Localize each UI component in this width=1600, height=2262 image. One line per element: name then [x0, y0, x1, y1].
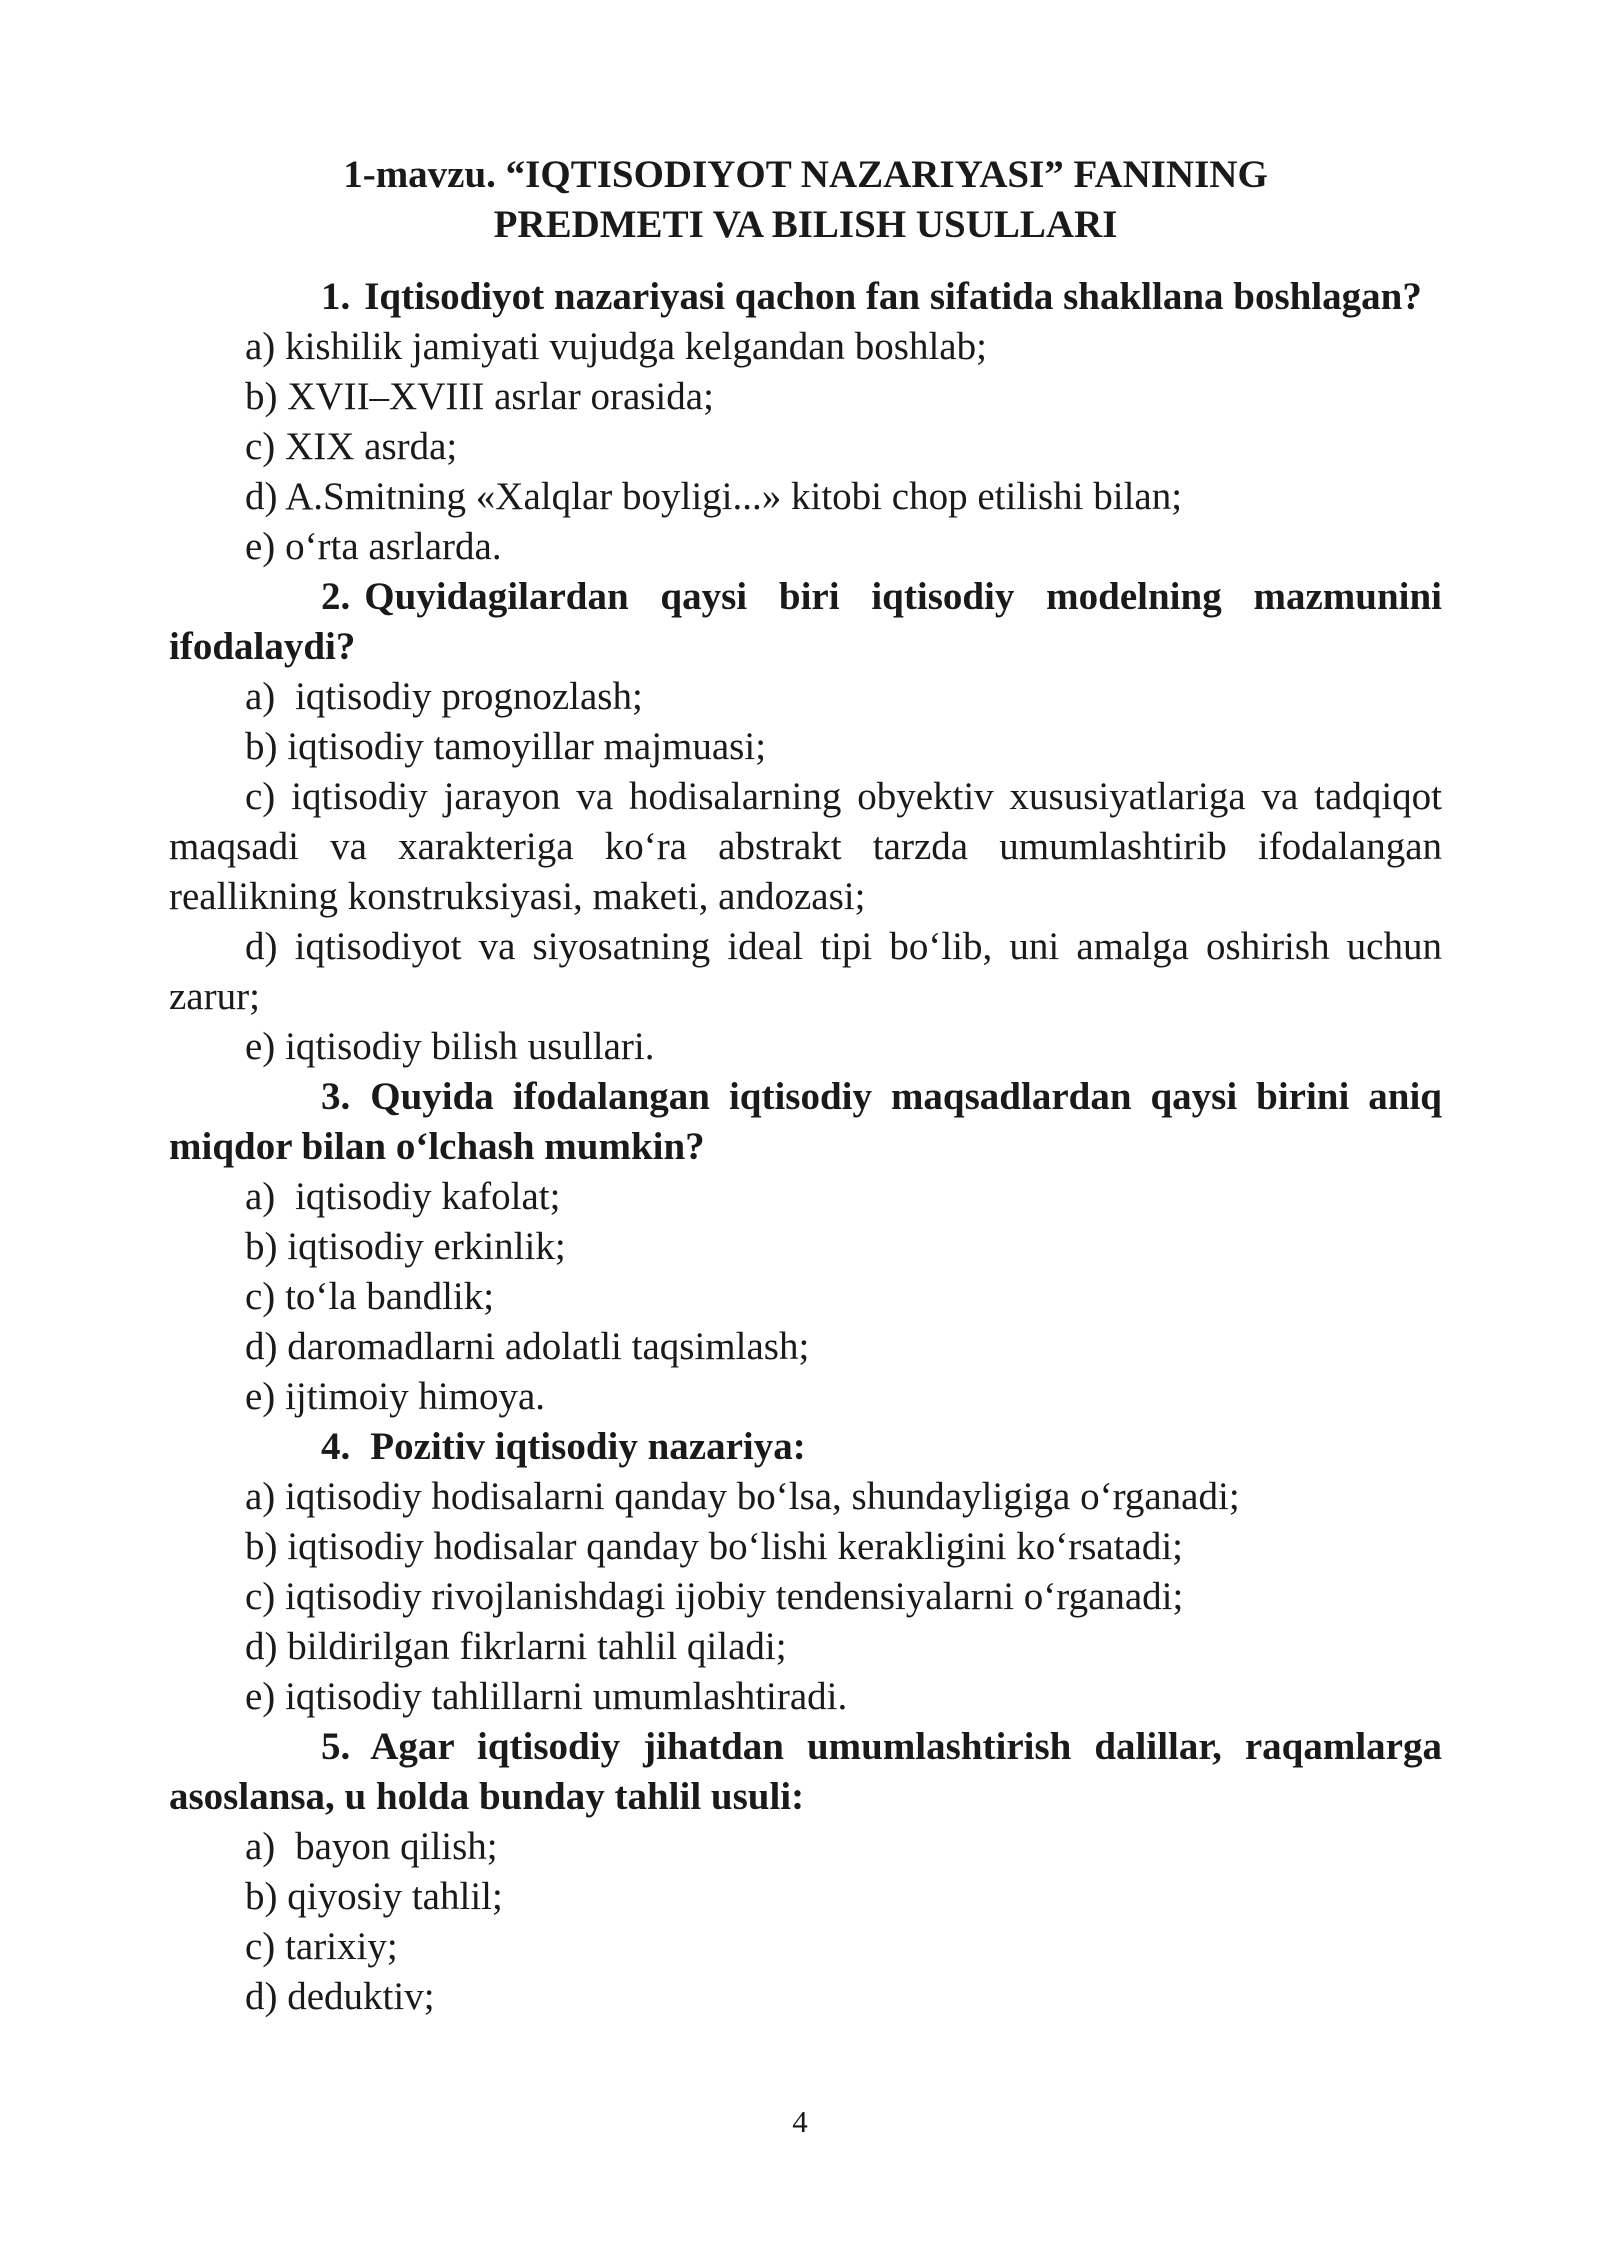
option-item: d) iqtisodiyot va siyosatning ideal tipi bo‘lib, uni amalga oshirish uchun zarur;: [169, 925, 1442, 1018]
question-1: [169, 272, 1442, 322]
option-item: c) to‘la bandlik;: [245, 1275, 495, 1318]
title-line-1: 1-mavzu. “IQTISODIYOT NAZARIYASI” FANINING: [343, 153, 1268, 196]
option-item: a) bayon qilish;: [245, 1825, 498, 1868]
question-number: 5.: [321, 1725, 351, 1768]
question-2: [169, 572, 1442, 672]
option-item: d) bildirilgan fikrlarni tahlil qiladi;: [245, 1625, 787, 1668]
option-item: d) daromadlarni adolatli taqsimlash;: [245, 1325, 810, 1368]
option-item: d) deduktiv;: [245, 1975, 435, 2018]
option-item: c) iqtisodiy rivojlanishdagi ijobiy tendensiyalarni o‘rganadi;: [245, 1575, 1184, 1618]
option-item: a) iqtisodiy prognozlash;: [245, 675, 643, 718]
question-3: [169, 1072, 1442, 1172]
question-text: Quyidagilardan qaysi biri iqtisodiy modelning mazmunini ifodalaydi?: [169, 575, 1442, 668]
title-line-2: PREDMETI VA BILISH USULLARI: [493, 203, 1118, 246]
option-item: a) iqtisodiy kafolat;: [245, 1175, 561, 1218]
option-item: e) ijtimoiy himoya.: [245, 1375, 546, 1418]
option-item: a) iqtisodiy hodisalarni qanday bo‘lsa, shundayligiga o‘rganadi;: [245, 1475, 1240, 1518]
page-title: [169, 150, 1442, 250]
option-item: a) kishilik jamiyati vujudga kelgandan boshlab;: [245, 325, 987, 368]
option-item: c) iqtisodiy jarayon va hodisalarning obyektiv xususiyatlariga va tadqiqot maqsadi va xarakteriga ko‘ra abstrakt tarzda umumlashtirib ifodalangan reallikning konstruksiyasi, maketi, andozasi;: [169, 775, 1443, 918]
option-item: c) XIX asrda;: [245, 425, 458, 468]
page-number: 4: [792, 2104, 808, 2139]
page-content: [169, 150, 1442, 2022]
question-text: Quyida ifodalangan iqtisodiy maqsadlardan qaysi birini aniq miqdor bilan o‘lchash mumkin?: [169, 1075, 1442, 1168]
option-item: e) o‘rta asrlarda.: [245, 525, 502, 568]
question-number: 4.: [321, 1425, 351, 1468]
option-item: d) A.Smitning «Xalqlar boyligi...» kitobi chop etilishi bilan;: [245, 475, 1183, 518]
option-item: b) iqtisodiy hodisalar qanday bo‘lishi kerakligini ko‘rsatadi;: [245, 1525, 1183, 1568]
option-item: e) iqtisodiy bilish usullari.: [245, 1025, 655, 1068]
question-number: 3.: [321, 1075, 351, 1118]
question-5: [169, 1722, 1442, 1822]
question-number: 2.: [321, 575, 351, 618]
option-item: b) XVII–XVIII asrlar orasida;: [245, 375, 714, 418]
question-text: Agar iqtisodiy jihatdan umumlashtirish dalillar, raqamlarga asoslansa, u holda bunday tahlil usuli:: [169, 1725, 1442, 1818]
option-item: c) tarixiy;: [245, 1925, 398, 1968]
question-text: Pozitiv iqtisodiy nazariya:: [370, 1425, 806, 1468]
option-item: b) iqtisodiy erkinlik;: [245, 1225, 566, 1268]
question-number: 1.: [321, 275, 351, 318]
question-4: [169, 1422, 1442, 1472]
option-item: b) iqtisodiy tamoyillar majmuasi;: [245, 725, 767, 768]
question-text: Iqtisodiyot nazariyasi qachon fan sifatida shakllana boshlagan?: [364, 275, 1422, 318]
option-item: e) iqtisodiy tahlillarni umumlashtiradi.: [245, 1675, 848, 1718]
option-item: b) qiyosiy tahlil;: [245, 1875, 503, 1918]
